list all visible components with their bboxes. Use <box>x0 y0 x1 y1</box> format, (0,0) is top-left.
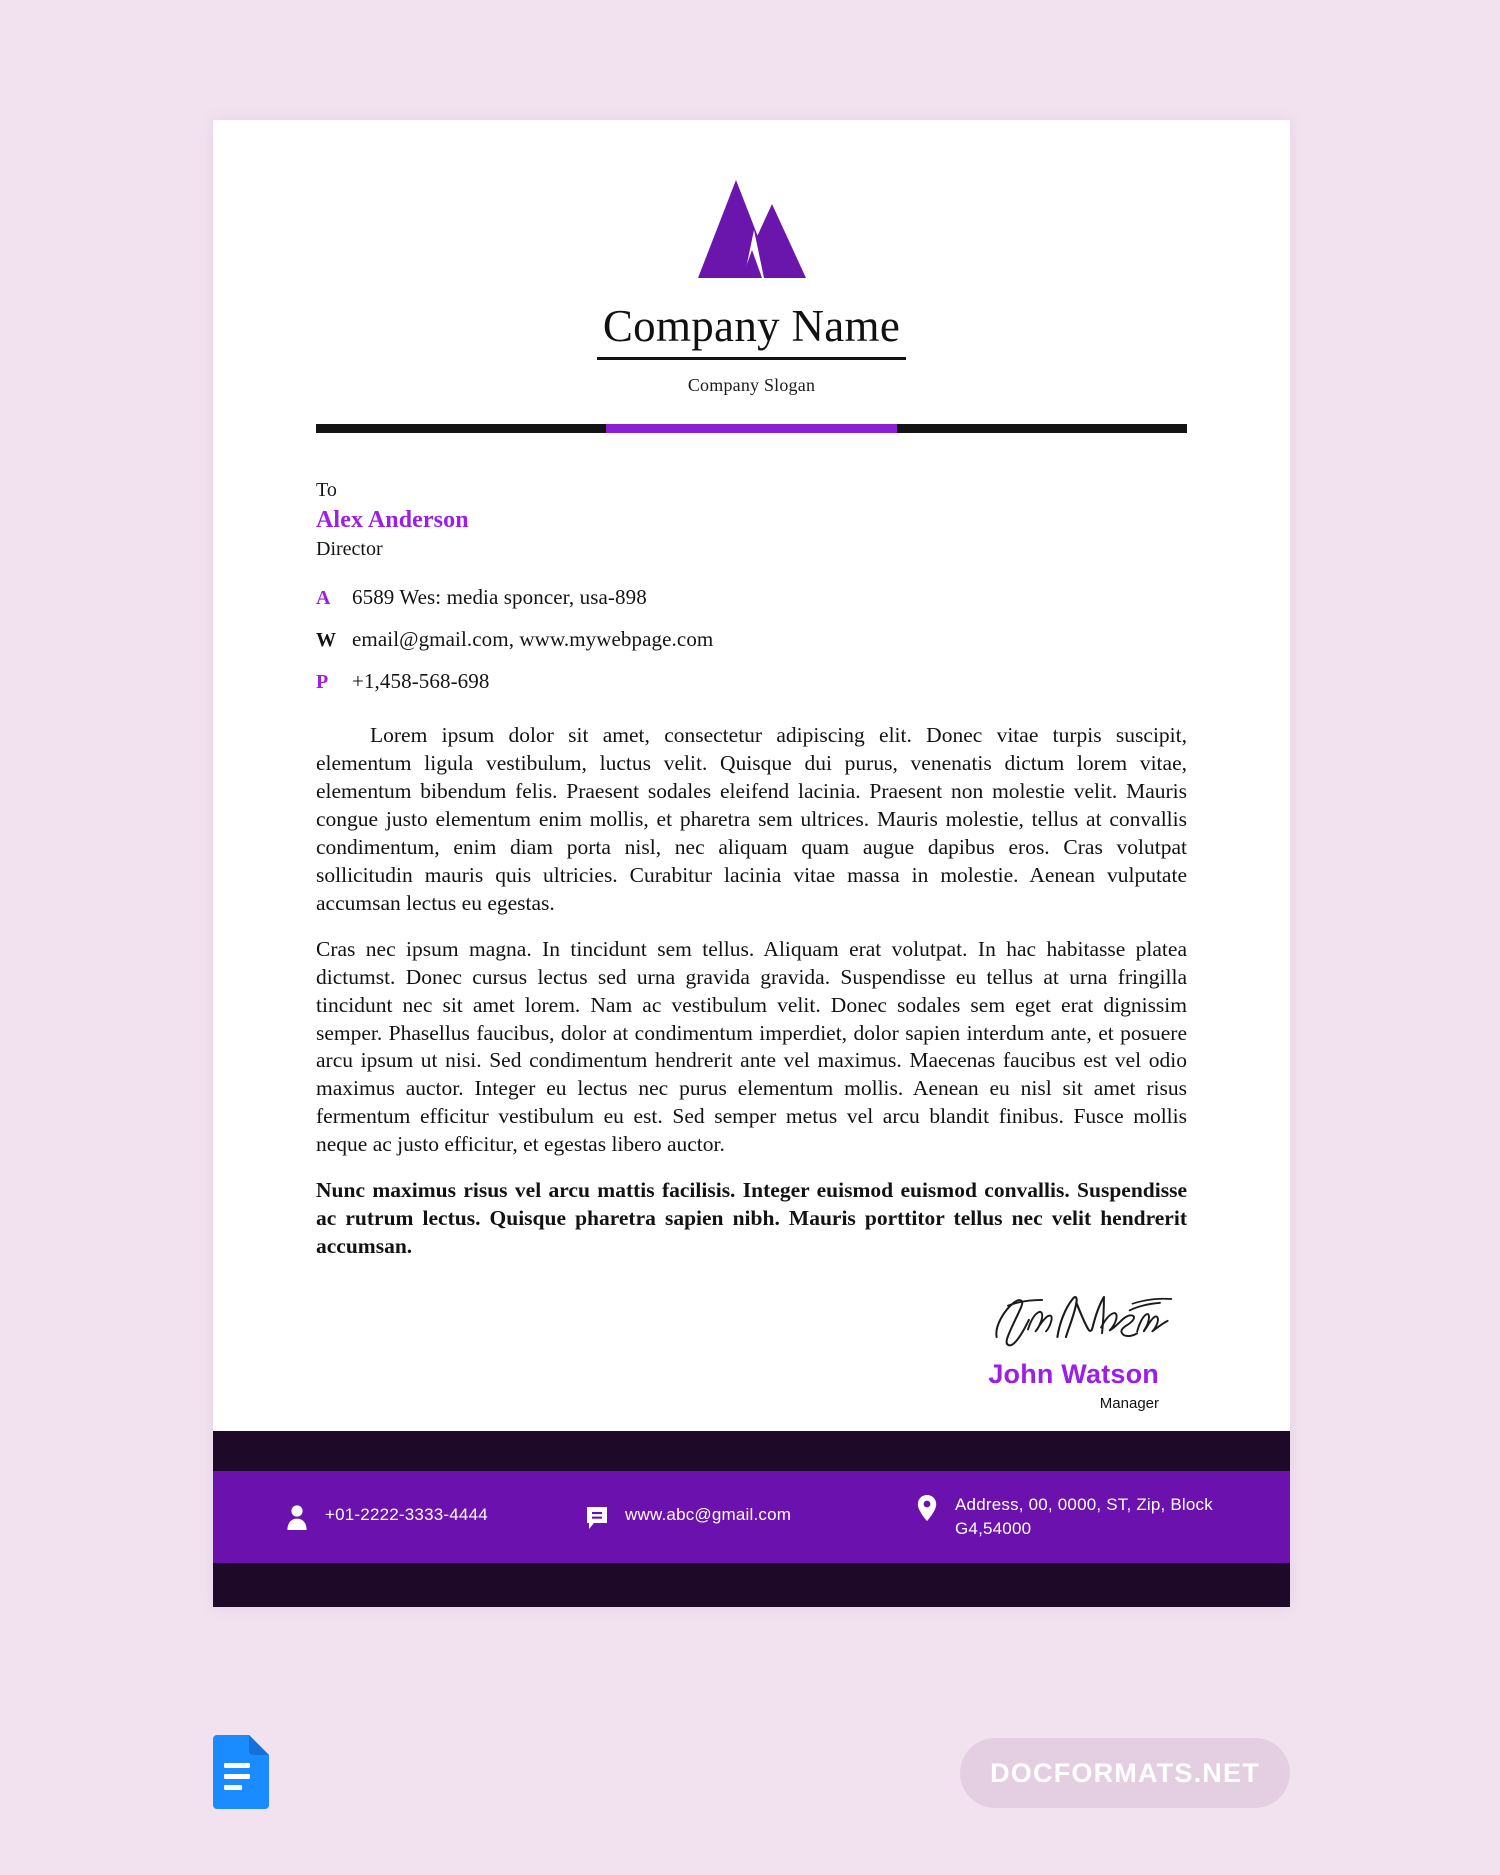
contact-row-web <box>316 627 1187 652</box>
rule-segment-center <box>606 424 896 433</box>
contact-key-phone: P <box>316 671 329 694</box>
footer-band-dark-top <box>213 1431 1290 1471</box>
recipient-to-label: To <box>316 478 337 501</box>
signature-role: Manager <box>1099 1395 1159 1412</box>
contact-value-phone: +1,458-568-698 <box>352 669 490 694</box>
google-docs-icon[interactable] <box>213 1735 269 1809</box>
footer-item-phone <box>285 1503 585 1532</box>
person-icon <box>285 1504 309 1532</box>
signature-block <box>316 1287 1187 1412</box>
rule-segment-left <box>316 424 606 433</box>
rule-segment-right <box>897 424 1187 433</box>
body-paragraph-1: Lorem ipsum dolor sit amet, consectetur adipiscing elit. Donec vitae turpis suscipit, elementum ligula vestibulum, luctus velit. Quisque dui purus, venenatis dictum lorem vitae, elementum bibendum felis. Praesent sodales eleifend lacinia. Praesent non molestie velit. Mauris congue justo elementum enim mollis, et pharetra sem ultrices. Mauris molestie, tellus at convallis condimentum, enim diam porta nisl, nec aliquam quam augue dapibus eros. Cras volutpat sollicitudin mauris quis ultricies. Curabitur lacinia vitae massa in molestie. Aenean vulputate accumsan lectus eu egestas. <box>316 723 1187 915</box>
footer-band-accent <box>213 1471 1290 1563</box>
footer-address-text: Address, 00, 0000, ST, Zip, Block G4,54000 <box>955 1494 1213 1538</box>
recipient-name: Alex Anderson <box>316 506 469 533</box>
footer-item-email <box>585 1503 915 1532</box>
company-name: Company Name <box>597 302 906 360</box>
contact-row-phone <box>316 669 1187 694</box>
contact-row-address <box>316 585 1187 610</box>
footer-band-dark-bottom <box>213 1563 1290 1607</box>
contact-value-address: 6589 Wes: media sponcer, usa-898 <box>352 585 647 610</box>
company-slogan: Company Slogan <box>687 374 816 395</box>
contact-value-web: email@gmail.com, www.mywebpage.com <box>352 627 714 652</box>
location-icon <box>915 1494 939 1522</box>
watermark-text: DOCFORMATS.NET <box>990 1757 1260 1788</box>
signature-name: John Watson <box>988 1359 1159 1389</box>
contact-key-web: W <box>316 629 337 652</box>
body-paragraph-2: Cras nec ipsum magna. In tincidunt sem tellus. Aliquam erat volutpat. In hac habitasse platea dictumst. Donec cursus lectus sed urna gravida gravida. Suspendisse eu tellus at urna fringilla tincidunt nec sit amet lorem. Nam ac vestibulum velit. Donec sodales sem eget erat dignissim semper. Phasellus faucibus, dolor at condimentum imperdiet, dolor sapien interdum ante, et posuere arcu ipsum ut nisi. Sed condimentum hendrerit ante vel maximus. Maecenas faucibus est vel odio maximus auctor. Integer eu lectus nec purus elementum mollis. Aenean eu nisl sit amet risus fermentum efficitur vestibulum eu est. Sed semper metus vel arcu blandit finibus. Fusce mollis neque ac justo efficitur, et egestas libero auctor. <box>316 936 1187 1157</box>
letterhead-page <box>213 120 1290 1607</box>
header-divider-rule <box>316 424 1187 433</box>
recipient-block <box>316 477 1187 695</box>
contact-key-address: A <box>316 587 331 610</box>
letterhead-footer <box>213 1431 1290 1607</box>
footer-item-address <box>915 1493 1218 1541</box>
recipient-role: Director <box>316 537 383 560</box>
chat-icon <box>585 1504 609 1532</box>
watermark-badge <box>960 1738 1290 1808</box>
body-paragraph-3: Nunc maximus risus vel arcu mattis facilisis. Integer euismod euismod convallis. Suspendisse ac rutrum lectus. Quisque pharetra sapien nibh. Mauris porttitor tellus nec velit hendrerit accumsan. <box>316 1178 1187 1259</box>
footer-email-text: www.abc@gmail.com <box>625 1504 792 1524</box>
recipient-contact-list <box>316 585 1187 694</box>
letterhead-header <box>213 120 1290 396</box>
footer-phone-text: +01-2222-3333-4444 <box>325 1504 488 1524</box>
handwritten-signature-icon <box>989 1287 1179 1349</box>
mountain-triangles-logo-icon <box>696 178 808 278</box>
